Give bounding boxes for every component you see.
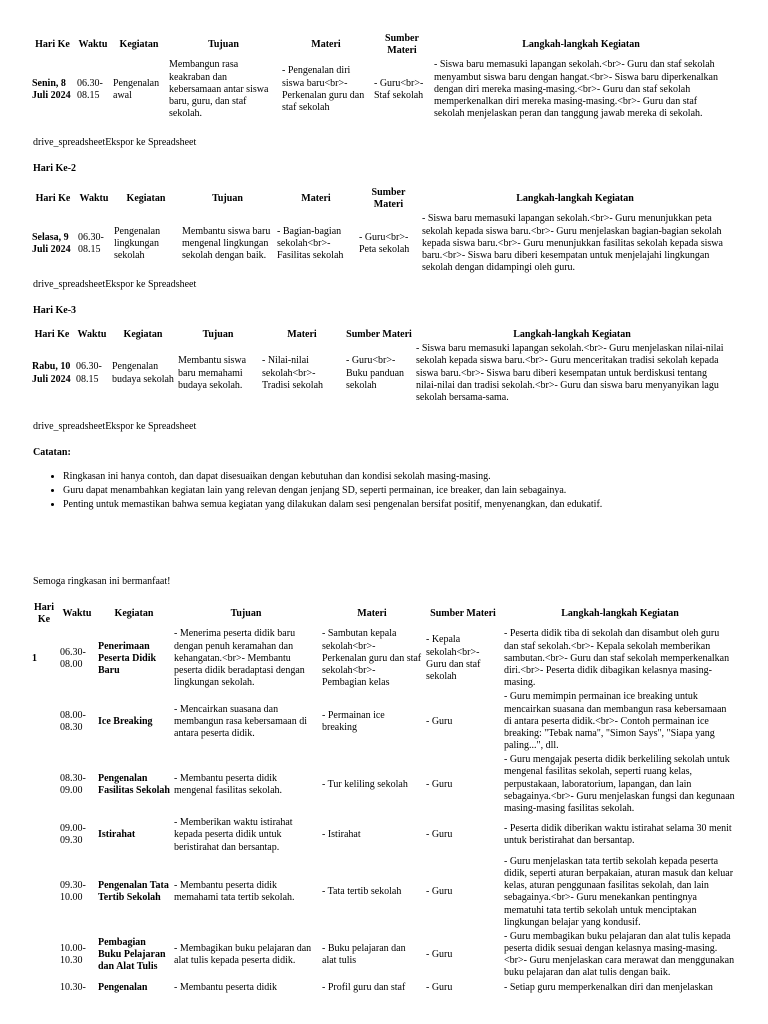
cell-materi: - Permainan ice breaking xyxy=(322,709,385,733)
cell-tujuan: - Mencairkan suasana dan membangun rasa kebersamaan di antara peserta didik. xyxy=(174,703,308,739)
cell-langkah: - Setiap guru memperkenalkan diri dan menjelaskan xyxy=(504,981,713,993)
cell-hari xyxy=(30,816,58,855)
day2-table xyxy=(30,186,730,275)
cell-kegiatan: Penerimaan Peserta Didik Baru xyxy=(98,640,157,676)
table-header-row xyxy=(30,32,730,58)
cell-materi: - Sambutan kepala sekolah<br>- Perkenalan guru dan staf sekolah<br>- Pembagian kelas xyxy=(322,628,422,689)
cell-tujuan: - Membantu peserta didik mengenal fasilitas sekolah. xyxy=(174,772,283,796)
cell-langkah: - Peserta didik tiba di sekolah dan disambut oleh guru dan staf sekolah.<br>- Kepala sekolah memberikan sambutan.<br>- Guru dan staf sekolah memperkenalkan diri.<br>- Peserta didik dibagikan kelasnya masing-masing. xyxy=(504,628,730,689)
header-kegiatan: Kegiatan xyxy=(126,193,166,205)
cell-waktu: 06.30-08.00 xyxy=(60,646,86,670)
day1-section xyxy=(30,32,730,121)
cell-waktu: 10.30- xyxy=(60,981,86,993)
cell-kegiatan: Pembagian Buku Pelajaran dan Alat Tulis xyxy=(98,936,166,973)
header-hari-ke: Hari Ke xyxy=(34,329,70,340)
cell-kegiatan: Pengenalan Tata Tertib Sekolah xyxy=(98,880,169,904)
table-row xyxy=(30,753,738,816)
cell-tujuan: - Menerima peserta didik baru dengan penuh keramahan dan kehangatan.<br>- Membantu peserta didik beradaptasi dengan lingkungan sekolah. xyxy=(174,628,305,689)
cell-hari: Senin, 8 Juli 2024 xyxy=(32,77,71,101)
header-sumber-materi: Sumber Materi xyxy=(430,608,496,620)
cell-materi: - Pengenalan diri siswa baru<br>- Perkenalan guru dan staf sekolah xyxy=(282,65,365,114)
header-materi: Materi xyxy=(357,608,387,620)
cell-tujuan: Membantu siswa baru memahami budaya sekolah. xyxy=(178,355,247,391)
header-hari-ke: Hari Ke xyxy=(35,193,71,205)
header-sumber-materi: Sumber Materi xyxy=(371,187,406,211)
cell-sumber: - Guru xyxy=(426,715,453,727)
cell-materi: - Buku pelajaran dan alat tulis xyxy=(322,943,406,967)
header-sumber-materi: Sumber Materi xyxy=(346,329,412,340)
cell-hari: 1 xyxy=(32,652,37,664)
header-hari-ke: Hari Ke xyxy=(34,602,54,626)
header-hari-ke: Hari Ke xyxy=(35,39,70,51)
header-sumber-materi: Sumber Materi xyxy=(385,33,419,57)
cell-langkah: - Siswa baru memasuki lapangan sekolah.<br>- Guru menjelaskan nilai-nilai sekolah kepada siswa baru.<br>- Guru menceritakan tradisi sekolah kepada siswa baru.<br>- Siswa baru diberi kesempatan untuk berdiskusi tentang nilai-nilai dan tradisi sekolah.<br>- Guru dan siswa baru menyanyikan lagu sekolah bersama-sama. xyxy=(416,343,724,403)
header-waktu: Waktu xyxy=(79,193,109,205)
cell-sumber: - Guru xyxy=(426,886,453,898)
list-item: • Ringkasan ini hanya contoh, dan dapat disesuaikan dengan kebutuhan dan kondisi sekolah masing-masing. xyxy=(63,471,753,483)
cell-tujuan: - Membantu peserta didik xyxy=(174,981,278,993)
cell-waktu: 08.30-09.00 xyxy=(60,772,86,796)
day3-table xyxy=(30,328,730,405)
table-row xyxy=(30,816,738,855)
cell-waktu: 10.00-10.30 xyxy=(60,943,86,967)
day1-table xyxy=(30,32,730,121)
cell-sumber: - Guru xyxy=(426,949,453,961)
header-waktu: Waktu xyxy=(62,608,92,620)
export-link-day2[interactable]: drive_spreadsheetEkspor ke Spreadsheet xyxy=(33,279,197,290)
cell-materi: - Nilai-nilai sekolah<br>- Tradisi sekolah xyxy=(262,355,324,391)
header-waktu: Waktu xyxy=(78,39,108,51)
closing-text: Semoga ringkasan ini bermanfaat! xyxy=(33,576,171,587)
schedule-table xyxy=(30,601,738,995)
cell-materi: - Bagian-bagian sekolah<br>- Fasilitas sekolah xyxy=(277,225,344,261)
cell-materi: - Tur keliling sekolah xyxy=(322,778,408,790)
cell-materi: - Profil guru dan staf xyxy=(322,981,406,993)
cell-hari xyxy=(30,690,58,753)
table-row xyxy=(30,855,738,930)
header-langkah: Langkah-langkah Kegiatan xyxy=(561,608,679,620)
notes-heading: Catatan: xyxy=(33,447,71,458)
list-item: • Guru dapat menambahkan kegiatan lain yang relevan dengan jenjang SD, seperti permainan, ice breaker, dan lain sebagainya. xyxy=(63,485,753,497)
cell-sumber: - Guru xyxy=(426,778,453,790)
cell-hari xyxy=(30,930,58,981)
day2-heading: Hari Ke-2 xyxy=(33,163,77,174)
cell-langkah: - Guru membagikan buku pelajaran dan alat tulis kepada peserta didik sesuai dengan kelasnya masing-masing.<br>- Guru menjelaskan cara merawat dan menggunakan buku pelajaran dan alat tulis dengan baik. xyxy=(504,930,735,979)
table-row xyxy=(30,981,738,995)
cell-tujuan: - Membantu peserta didik memahami tata tertib sekolah. xyxy=(174,880,295,904)
cell-kegiatan: Istirahat xyxy=(98,829,136,841)
cell-langkah: - Siswa baru memasuki lapangan sekolah.<br>- Guru menunjukkan peta sekolah kepada siswa baru.<br>- Guru menjelaskan bagian-bagian sekolah kepada siswa baru.<br>- Guru menunjukkan fasilitas sekolah kepada siswa baru.<br>- Siswa baru diberi kesempatan untuk menjelajahi lingkungan sekolah dengan didampingi oleh guru. xyxy=(422,213,723,274)
cell-langkah: - Siswa baru memasuki lapangan sekolah.<br>- Guru dan staf sekolah menyambut siswa baru dengan hangat.<br>- Siswa baru diperkenalkan dengan diri mereka masing-masing.<br>- Guru dan staf sekolah memperkenalkan diri mereka masing-masing.<br>- Guru dan staf sekolah menjelaskan peran dan tanggung jawab mereka di sekolah. xyxy=(434,59,718,120)
cell-waktu: 08.00-08.30 xyxy=(60,709,86,733)
cell-kegiatan: Pengenalan Fasilitas Sekolah xyxy=(98,772,170,796)
table-row xyxy=(30,58,730,121)
notes-list xyxy=(33,471,753,514)
header-tujuan: Tujuan xyxy=(212,193,243,205)
cell-sumber: - Kepala sekolah<br>- Guru dan staf sekolah xyxy=(426,634,481,683)
header-materi: Materi xyxy=(311,39,341,51)
cell-langkah: - Guru memimpin permainan ice breaking untuk mencairkan suasana dan membangun rasa kebersamaan di antara peserta didik.<br>- Contoh permainan ice breaking: "Tebak nama", "Simon Says", "Siapa yang paling...", dll. xyxy=(504,691,727,752)
cell-tujuan: - Membagikan buku pelajaran dan alat tulis kepada peserta didik. xyxy=(174,943,312,967)
table-row xyxy=(30,690,738,753)
table-row xyxy=(30,212,730,275)
cell-hari xyxy=(30,981,58,995)
header-materi: Materi xyxy=(301,193,331,205)
cell-kegiatan: Pengenalan xyxy=(98,981,148,993)
header-langkah: Langkah-langkah Kegiatan xyxy=(522,39,640,51)
cell-hari: Selasa, 9 Juli 2024 xyxy=(32,231,71,255)
cell-hari: Rabu, 10 Juli 2024 xyxy=(32,361,71,385)
header-tujuan: Tujuan xyxy=(208,39,239,51)
table-header-row xyxy=(30,601,738,627)
cell-langkah: - Guru mengajak peserta didik berkeliling sekolah untuk mengenal fasilitas sekolah, seperti ruang kelas, perpustakaan, laboratorium, lapangan, dan lain sebagainya.<br>- Guru menjelaskan fungsi dan kegunaan masing-masing fasilitas sekolah. xyxy=(504,754,735,814)
table-header-row xyxy=(30,328,730,342)
day2-section xyxy=(30,186,730,275)
header-materi: Materi xyxy=(287,329,317,340)
header-langkah: Langkah-langkah Kegiatan xyxy=(513,329,631,340)
cell-sumber: - Guru<br>- Staf sekolah xyxy=(374,77,424,101)
schedule-section xyxy=(30,601,738,995)
cell-sumber: - Guru xyxy=(426,981,453,993)
day3-heading: Hari Ke-3 xyxy=(33,305,77,316)
cell-hari xyxy=(30,753,58,816)
cell-langkah: - Peserta didik diberikan waktu istirahat selama 30 menit untuk beristirahat dan bersantap. xyxy=(504,823,732,847)
list-item: • Penting untuk memastikan bahwa semua kegiatan yang dilakukan dalam sesi pengenalan bersifat positif, menyenangkan, dan edukatif. xyxy=(63,499,753,511)
header-waktu: Waktu xyxy=(77,329,107,340)
cell-waktu: 09.30-10.00 xyxy=(60,880,86,904)
cell-waktu: 06.30-08.15 xyxy=(77,77,103,101)
header-kegiatan: Kegiatan xyxy=(119,39,159,51)
cell-langkah: - Guru menjelaskan tata tertib sekolah kepada peserta didik, seperti aturan berpakaian, aturan masuk dan keluar kelas, aturan penggunaan fasilitas sekolah, dan lain sebagainya.<br>- Guru menekankan pentingnya mematuhi tata tertib sekolah untuk menciptakan lingkungan belajar yang kondusif. xyxy=(504,855,734,928)
cell-hari xyxy=(30,855,58,930)
export-link-day3[interactable]: drive_spreadsheetEkspor ke Spreadsheet xyxy=(33,421,197,432)
header-tujuan: Tujuan xyxy=(230,608,262,620)
table-row xyxy=(30,342,730,405)
export-link-day1[interactable]: drive_spreadsheetEkspor ke Spreadsheet xyxy=(33,137,197,148)
cell-sumber: - Guru<br>- Buku panduan sekolah xyxy=(346,355,405,391)
cell-tujuan: Membangun rasa keakraban dan kebersamaan antar siswa baru, guru, dan staf sekolah. xyxy=(169,59,269,120)
header-kegiatan: Kegiatan xyxy=(123,329,163,340)
cell-sumber: - Guru xyxy=(426,829,453,841)
table-row xyxy=(30,930,738,981)
cell-waktu: 06.30-08.15 xyxy=(78,231,104,255)
cell-waktu: 09.00-09.30 xyxy=(60,823,86,847)
header-langkah: Langkah-langkah Kegiatan xyxy=(516,193,634,205)
table-row xyxy=(30,627,738,690)
day3-section xyxy=(30,328,730,405)
cell-waktu: 06.30-08.15 xyxy=(76,361,102,385)
cell-kegiatan: Ice Breaking xyxy=(98,715,153,727)
cell-kegiatan: Pengenalan lingkungan sekolah xyxy=(114,225,161,261)
cell-materi: - Istirahat xyxy=(322,829,361,841)
table-header-row xyxy=(30,186,730,212)
header-tujuan: Tujuan xyxy=(202,329,234,340)
cell-tujuan: - Memberikan waktu istirahat kepada peserta didik untuk beristirahat dan bersantap. xyxy=(174,817,293,853)
cell-tujuan: Membantu siswa baru mengenal lingkungan sekolah dengan baik. xyxy=(182,225,271,261)
cell-materi: - Tata tertib sekolah xyxy=(322,886,402,898)
cell-kegiatan: Pengenalan awal xyxy=(113,77,160,101)
header-kegiatan: Kegiatan xyxy=(114,608,154,620)
cell-sumber: - Guru<br>- Peta sekolah xyxy=(359,231,410,255)
cell-kegiatan: Pengenalan budaya sekolah xyxy=(112,361,174,385)
